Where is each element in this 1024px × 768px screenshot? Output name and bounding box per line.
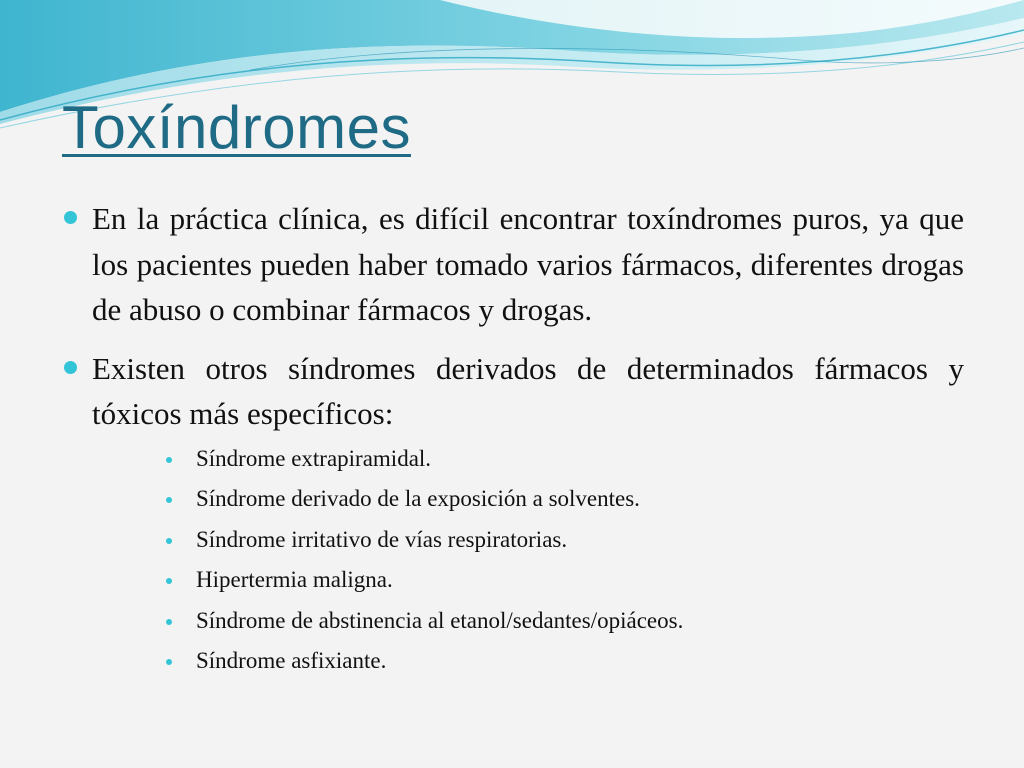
sub-bullet-item: [166, 560, 964, 601]
bullet-icon: [64, 361, 77, 374]
sub-bullet-item: [166, 601, 964, 642]
sub-bullet-item: [166, 641, 964, 682]
bullet-icon: [64, 211, 77, 224]
sub-bullet-text: Hipertermia maligna.: [196, 567, 393, 592]
sub-bullet-item: [166, 479, 964, 520]
sub-bullet-text: Síndrome extrapiramidal.: [196, 445, 432, 471]
bullet-text: Existen otros síndromes derivados de determinados fármacos y tóxicos más específicos:: [92, 350, 964, 431]
sub-bullet-text: Síndrome derivado de la exposición a solventes.: [196, 486, 640, 511]
sub-bullet-list: [62, 439, 964, 682]
bullet-item: [62, 196, 964, 333]
slide-title: Toxíndromes: [62, 94, 411, 161]
sub-bullet-text: Síndrome irritativo de vías respiratorias.: [196, 526, 568, 552]
sub-bullet-icon: [166, 457, 172, 463]
sub-bullet-icon: [166, 578, 172, 584]
sub-bullet-item: [166, 439, 964, 480]
sub-bullet-text: Síndrome asfixiante.: [196, 648, 387, 673]
sub-bullet-icon: [166, 659, 172, 665]
sub-bullet-item: [166, 520, 964, 561]
bullet-text: En la práctica clínica, es difícil encontrar toxíndromes puros, ya que los pacientes pueden haber tomado varios fármacos, diferentes drogas de abuso o combinar fármacos y drogas.: [92, 201, 964, 327]
slide-content: [62, 196, 964, 682]
sub-bullet-icon: [166, 538, 172, 544]
sub-bullet-icon: [166, 497, 172, 503]
bullet-item: [62, 346, 964, 437]
sub-bullet-text: Síndrome de abstinencia al etanol/sedantes/opiáceos.: [196, 607, 684, 633]
sub-bullet-icon: [166, 619, 172, 625]
